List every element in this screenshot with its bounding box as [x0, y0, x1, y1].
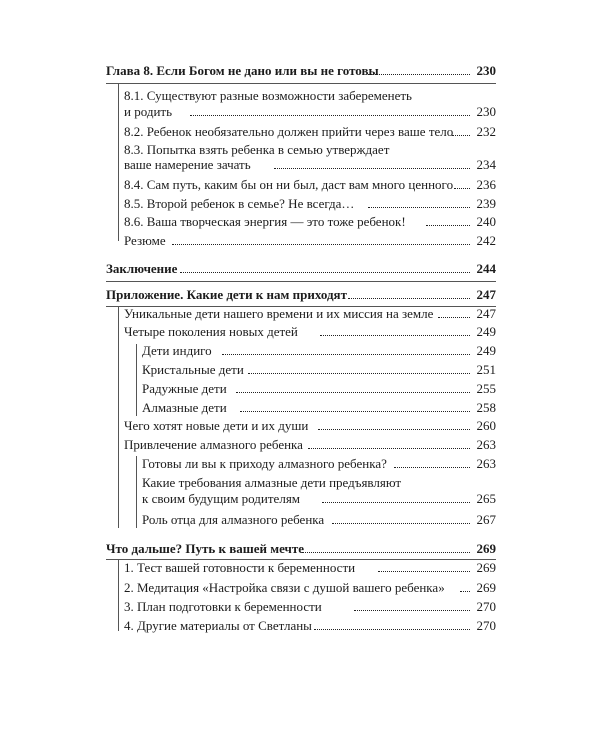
- toc-entry: 8.2. Ребенок необязательно должен прийти через ваше тело 232: [124, 124, 496, 139]
- page-number: 244: [476, 261, 496, 276]
- dot-leader: [322, 502, 470, 503]
- toc-entry: Чего хотят новые дети и их души 260: [124, 418, 496, 433]
- section-indent-line: [118, 83, 119, 241]
- toc-heading-conclusion: Заключение 244: [106, 261, 496, 276]
- dot-leader: [452, 135, 470, 136]
- dot-leader: [426, 225, 470, 226]
- dot-leader: [378, 571, 470, 572]
- toc-entry: и родить 230: [124, 104, 496, 119]
- page-number: 258: [476, 400, 496, 415]
- page-number: 269: [476, 580, 496, 595]
- dot-leader: [368, 74, 470, 75]
- toc-entry: 8.6. Ваша творческая энергия — это тоже ребенок! 240: [124, 214, 496, 229]
- subsection-indent-line: [136, 344, 137, 416]
- page-number: 239: [476, 196, 496, 211]
- dot-leader: [308, 448, 470, 449]
- section-rule: [106, 83, 496, 84]
- page-number: 267: [476, 512, 496, 527]
- dot-leader: [394, 467, 470, 468]
- page-number: 242: [476, 233, 496, 248]
- toc-entry: Привлечение алмазного ребенка 263: [124, 437, 496, 452]
- page-number: 247: [476, 306, 496, 321]
- toc-entry: 1. Тест вашей готовности к беременности 269: [124, 560, 496, 575]
- toc-heading-chapter-8: Глава 8. Если Богом не дано или вы не готовы 230: [106, 63, 496, 78]
- page-number: 269: [476, 560, 496, 575]
- page-number: 234: [476, 157, 496, 172]
- toc-entry: к своим будущим родителям 265: [142, 491, 496, 506]
- page-number: 260: [476, 418, 496, 433]
- dot-leader: [320, 335, 470, 336]
- section-rule: [106, 281, 496, 282]
- dot-leader: [438, 317, 470, 318]
- toc-entry: ваше намерение зачать 234: [124, 157, 496, 172]
- page-number: 232: [476, 124, 496, 139]
- page-number: 251: [476, 362, 496, 377]
- page-number: 263: [476, 456, 496, 471]
- toc-entry: 3. План подготовки к беременности 270: [124, 599, 496, 614]
- dot-leader: [368, 207, 470, 208]
- page-number: 269: [476, 541, 496, 556]
- page-number: 249: [476, 324, 496, 339]
- toc-entry: Готовы ли вы к приходу алмазного ребенка? 263: [142, 456, 496, 471]
- toc-entry: Какие требования алмазные дети предъявляют: [142, 475, 402, 490]
- toc-entry: Алмазные дети 258: [142, 400, 496, 415]
- dot-leader: [454, 188, 470, 189]
- page-number: 270: [476, 599, 496, 614]
- toc-entry: Дети индиго 249: [142, 343, 496, 358]
- dot-leader: [222, 354, 470, 355]
- dot-leader: [314, 629, 470, 630]
- dot-leader: [332, 523, 470, 524]
- toc-entry: 8.4. Сам путь, каким бы он ни был, даст вам много ценного 236: [124, 177, 496, 192]
- page-number: 265: [476, 491, 496, 506]
- toc-entry: 8.3. Попытка взять ребенка в семью утверждает: [124, 142, 390, 157]
- toc-entry: 2. Медитация «Настройка связи с душой вашего ребенка» 269: [124, 580, 496, 595]
- dot-leader: [240, 411, 470, 412]
- page-number: 236: [476, 177, 496, 192]
- dot-leader: [348, 298, 470, 299]
- toc-heading-what-next: Что дальше? Путь к вашей мечте 269: [106, 541, 496, 556]
- toc-entry: Четыре поколения новых детей 249: [124, 324, 496, 339]
- toc-entry: 4. Другие материалы от Светланы 270: [124, 618, 496, 633]
- toc-entry: Радужные дети 255: [142, 381, 496, 396]
- dot-leader: [302, 552, 470, 553]
- page-number: 263: [476, 437, 496, 452]
- section-indent-line: [118, 559, 119, 631]
- toc-entry: Кристальные дети 251: [142, 362, 496, 377]
- toc-entry: Резюме 242: [124, 233, 496, 248]
- page-number: 270: [476, 618, 496, 633]
- dot-leader: [354, 610, 470, 611]
- dot-leader: [190, 115, 470, 116]
- toc-entry: 8.5. Второй ребенок в семье? Не всегда… 239: [124, 196, 496, 211]
- page-number: 247: [476, 287, 496, 302]
- subsection-indent-line: [136, 456, 137, 528]
- dot-leader: [274, 168, 470, 169]
- toc-entry: Роль отца для алмазного ребенка 267: [142, 512, 496, 527]
- page-number: 240: [476, 214, 496, 229]
- dot-leader: [172, 244, 470, 245]
- dot-leader: [236, 392, 470, 393]
- dot-leader: [180, 272, 470, 273]
- section-indent-line: [118, 306, 119, 528]
- toc-heading-appendix: Приложение. Какие дети к нам приходят 247: [106, 287, 496, 302]
- page-number: 255: [476, 381, 496, 396]
- page-number: 230: [476, 63, 496, 78]
- dot-leader: [248, 373, 470, 374]
- dot-leader: [460, 591, 470, 592]
- page-number: 249: [476, 343, 496, 358]
- dot-leader: [318, 429, 470, 430]
- page-number: 230: [476, 104, 496, 119]
- toc-entry: 8.1. Существуют разные возможности забеременеть: [124, 88, 412, 103]
- toc-entry: Уникальные дети нашего времени и их миссия на земле 247: [124, 306, 496, 321]
